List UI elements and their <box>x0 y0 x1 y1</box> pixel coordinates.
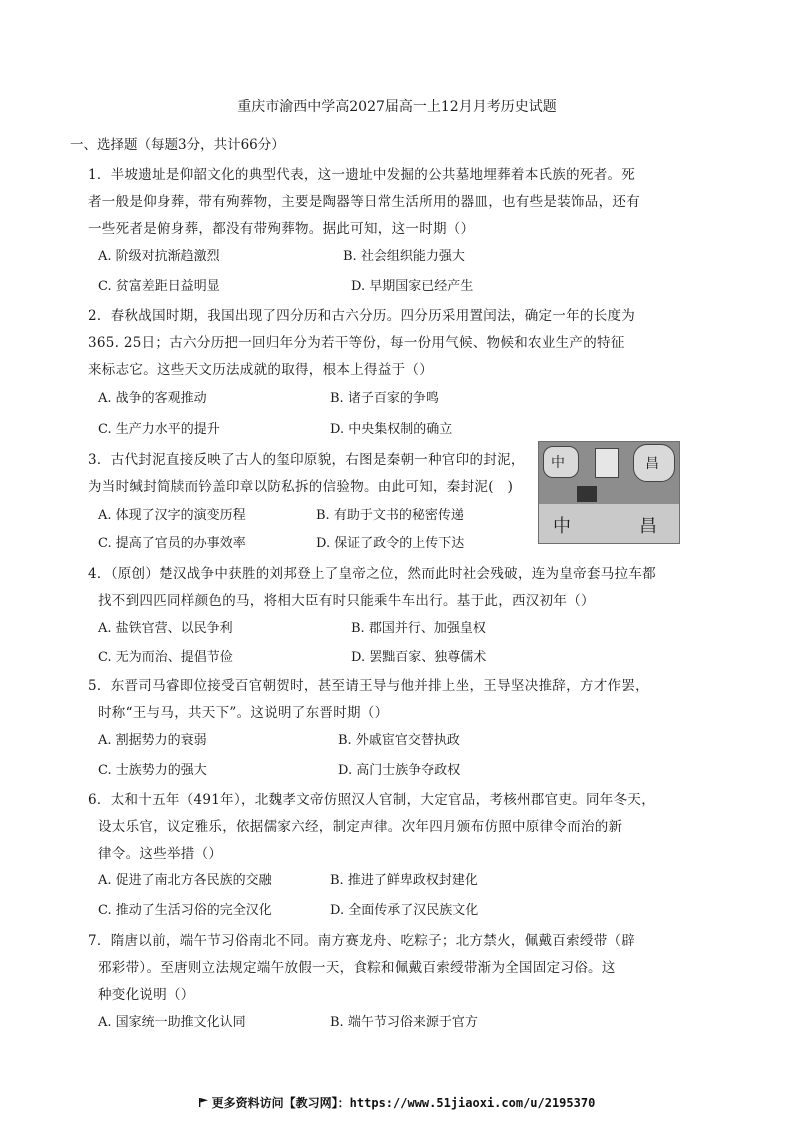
question-3-option-c: C. 提高了官员的办事效率 <box>98 536 246 551</box>
clay-seal-figure <box>538 441 680 544</box>
question-1-option-b: B. 社会组织能力强大 <box>343 249 465 264</box>
question-5-option-d: D. 高门士族争夺政权 <box>338 763 461 778</box>
question-3-option-b: B. 有助于文书的秘密传递 <box>316 508 464 523</box>
question-1-option-d: D. 早期国家已经产生 <box>351 279 474 294</box>
question-2-line-3: 来标志它。这些天文历法成就的取得，根本上得益于（） <box>88 362 433 378</box>
footer-resource-link[interactable] <box>0 1094 794 1111</box>
question-3-option-d: D. 保证了政令的上传下达 <box>316 536 465 551</box>
question-4-line-1: 4．（原创）楚汉战争中获胜的刘邦登上了皇帝之位，然而此时社会残破，连为皇帝套马拉车都 <box>88 566 656 582</box>
question-2-option-d: D. 中央集权制的确立 <box>330 422 453 437</box>
question-6-option-d: D. 全面传承了汉民族文化 <box>330 903 479 918</box>
question-4-option-a: A. 盐铁官营、以民争利 <box>98 621 233 636</box>
seal-char-top-left: 中 <box>551 455 565 471</box>
question-6-line-2: 设太乐官，议定雅乐，依据儒家六经，制定声律。次年四月颁布仿照中原律令而治的新 <box>98 819 623 835</box>
question-4-option-b: B. 郡国并行、加强皇权 <box>351 621 486 636</box>
question-7-line-3: 种变化说明（） <box>98 987 195 1003</box>
footer-text: 更多资料访问【教习网】：https://www.51jiaoxi.com/u/2195370 <box>211 1096 596 1110</box>
seal-box-icon <box>595 448 619 478</box>
question-1-line-2: 者一般是仰身葬，带有殉葬物，主要是陶器等日常生活所用的器皿，也有些是装饰品，还有 <box>88 194 640 210</box>
seal-grid-icon <box>577 486 597 502</box>
question-5-option-c: C. 士族势力的强大 <box>98 763 207 778</box>
seal-char-top-right: 昌 <box>645 456 659 472</box>
question-7-option-b: B. 端午节习俗来源于官方 <box>330 1015 478 1030</box>
question-4-option-d: D. 罢黜百家、独尊儒术 <box>351 650 487 665</box>
question-2-line-1: 2．春秋战国时期，我国出现了四分历和古六分历。四分历采用置闰法，确定一年的长度为 <box>88 308 636 324</box>
question-4-option-c: C. 无为而治、提倡节俭 <box>98 650 233 665</box>
question-5-line-2: 时称“王与马，共天下”。这说明了东晋时期（） <box>98 705 389 721</box>
question-6-option-a: A. 促进了南北方各民族的交融 <box>98 873 272 888</box>
question-6-line-1: 6．太和十五年（491年），北魏孝文帝仿照汉人官制，大定官品，考核州郡官吏。同年冬天， <box>88 792 656 808</box>
question-6-option-b: B. 推进了鲜卑政权封建化 <box>330 873 478 888</box>
seal-char-bottom-right: 昌 <box>639 516 657 537</box>
question-4-line-2: 找不到四匹同样颜色的马，将相大臣有时只能乘牛车出行。基于此，西汉初年（） <box>98 593 595 609</box>
seal-char-bottom-left: 中 <box>553 516 571 537</box>
question-1-option-c: C. 贫富差距日益明显 <box>98 279 220 294</box>
question-3-option-a: A. 体现了汉字的演变历程 <box>98 508 246 523</box>
question-2-option-a: A. 战争的客观推动 <box>98 391 207 406</box>
question-5-option-b: B. 外戚宦官交替执政 <box>338 733 460 748</box>
page-title: 重庆市渝西中学高2027届高一上12月月考历史试题 <box>237 99 557 115</box>
question-5-line-1: 5．东晋司马睿即位接受百官朝贺时，甚至请王导与他并排上坐，王导坚决推辞，方才作罢， <box>88 678 649 694</box>
question-6-line-3: 律令。这些举措（） <box>98 846 223 862</box>
question-3-line-1: 3．古代封泥直接反映了古人的玺印原貌，右图是秦朝一种官印的封泥， <box>88 452 525 468</box>
question-6-option-c: C. 推动了生活习俗的完全汉化 <box>98 903 272 918</box>
question-2-option-c: C. 生产力水平的提升 <box>98 422 220 437</box>
question-5-option-a: A. 割据势力的衰弱 <box>98 733 207 748</box>
flag-icon <box>199 1098 208 1107</box>
section-heading: 一、选择题（每题3分，共计66分） <box>70 137 285 153</box>
question-7-option-a: A. 国家统一助推文化认同 <box>98 1015 246 1030</box>
question-2-line-2: 365. 25日；古六分历把一回归年分为若干等份，每一份用气候、物候和农业生产的特征 <box>88 335 625 351</box>
question-1-option-a: A. 阶级对抗渐趋激烈 <box>98 249 220 264</box>
question-2-option-b: B. 诸子百家的争鸣 <box>330 391 439 406</box>
question-7-line-2: 邪彩带）。至唐则立法规定端午放假一天，食粽和佩戴百索绶带渐为全国固定习俗。这 <box>98 960 616 976</box>
question-7-line-1: 7．隋唐以前，端午节习俗南北不同。南方赛龙舟、吃粽子；北方禁火，佩戴百索绶带（辟 <box>88 933 636 949</box>
question-3-line-2: 为当时缄封简牍而钤盖印章以防私拆的信验物。由此可知，秦封泥( ) <box>88 479 514 495</box>
question-1-line-3: 一些死者是俯身葬，都没有带殉葬物。据此可知，这一时期（） <box>88 221 475 237</box>
question-1-line-1: 1．半坡遗址是仰韶文化的典型代表，这一遗址中发掘的公共墓地埋葬着本氏族的死者。死 <box>88 167 636 183</box>
